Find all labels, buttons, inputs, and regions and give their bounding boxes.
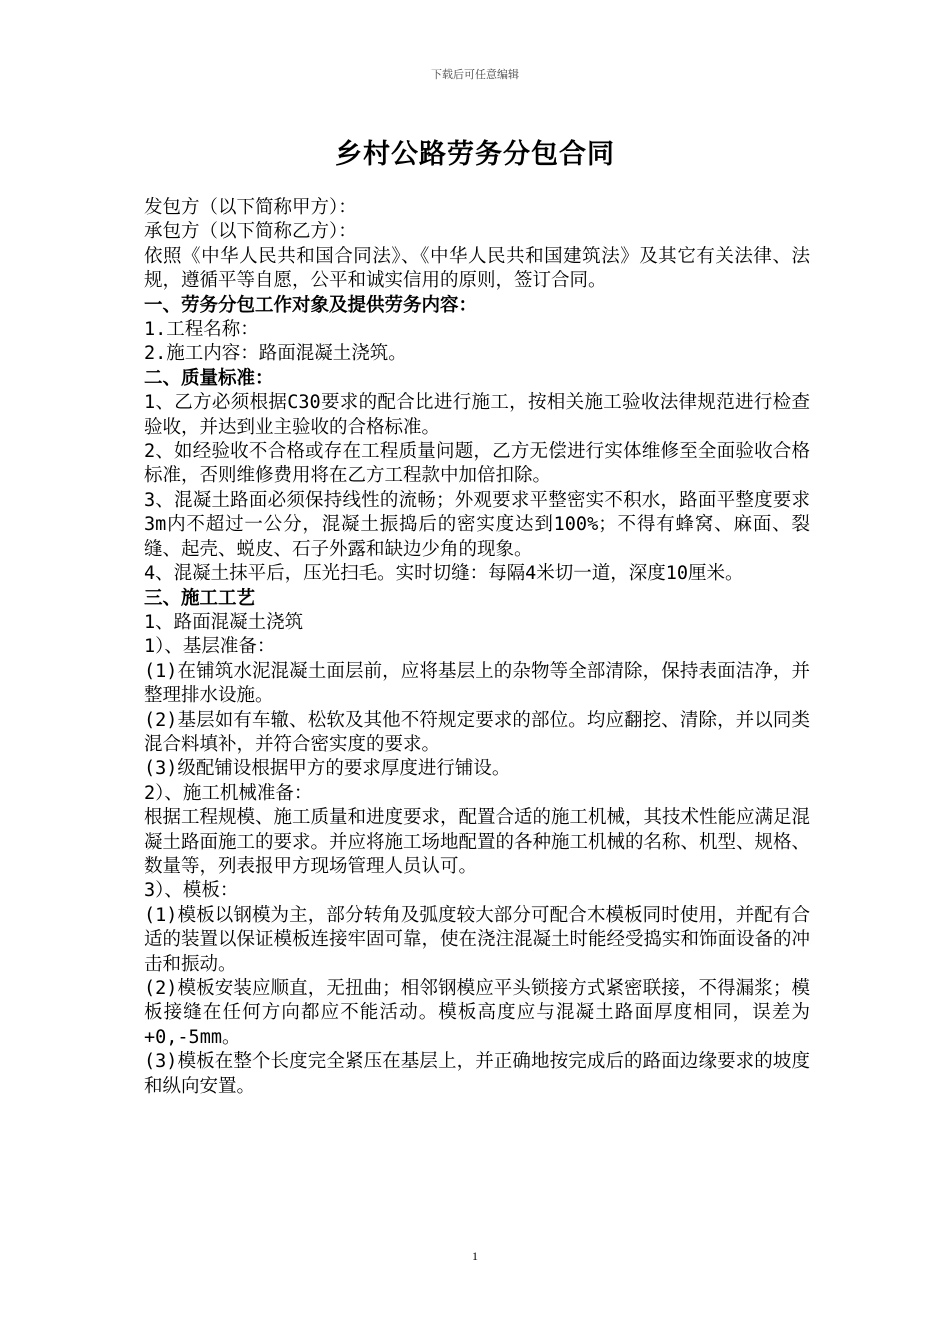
paragraph: 1）、基层准备：	[144, 636, 276, 658]
section-heading-2: 二、质量标准：	[144, 367, 274, 389]
paragraph: 3）、模板：	[144, 880, 239, 902]
section-heading-1: 一、劳务分包工作对象及提供劳务内容：	[144, 294, 478, 316]
paragraph: (1)模板以钢模为主，部分转角及弧度较大部分可配合木模板同时使用，并配有合适的装置以保证模板连接牢固可靠，使在浇注混凝土时能经受捣实和饰面设备的冲击和振动。	[144, 904, 811, 975]
paragraph: (3)级配铺设根据甲方的要求厚度进行铺设。	[144, 758, 511, 780]
paragraph: 1、路面混凝土浇筑	[144, 611, 304, 633]
paragraph: 3、混凝土路面必须保持线性的流畅；外观要求平整密实不积水，路面平整度要求3m内不超过一公分，混凝土振捣后的密实度达到100%；不得有蜂窝、麻面、裂缝、起壳、蜕皮、石子外露和缺边少角的现象。	[144, 489, 810, 560]
preamble-paragraph: 依照《中华人民共和国合同法》、《中华人民共和国建筑法》及其它有关法律、法规，遵循平等自愿，公平和诚实信用的原则，签订合同。	[144, 245, 810, 292]
header-note: 下载后可任意编辑	[431, 68, 519, 81]
paragraph: 4、混凝土抹平后，压光扫毛。实时切缝：每隔4米切一道，深度10厘米。	[144, 563, 744, 585]
paragraph: (2)模板安装应顺直，无扭曲；相邻钢模应平头锁接方式紧密联接，不得漏浆；模板接缝在任何方向都应不能活动。模板高度应与混凝土路面厚度相同，误差为+0,-5mm。	[144, 978, 810, 1048]
paragraph: (3)模板在整个长度完全紧压在基层上，并正确地按完成后的路面边缘要求的坡度和纵向安置。	[144, 1051, 810, 1097]
paragraph: (1)在铺筑水泥混凝土面层前，应将基层上的杂物等全部清除，保持表面洁净，并整理排水设施。	[144, 660, 810, 707]
party-a-line: 发包方（以下简称甲方）：	[144, 197, 357, 218]
paragraph: 根据工程规模、施工质量和进度要求，配置合适的施工机械，其技术性能应满足混凝土路面施工的要求。并应将施工场地配置的各种施工机械的名称、机型、规格、数量等，列表报甲方现场管理人员认可。	[144, 807, 811, 877]
paragraph: 2、如经验收不合格或存在工程质量问题，乙方无偿进行实体维修至全面验收合格标准，否则维修费用将在乙方工程款中加倍扣除。	[144, 441, 810, 487]
paragraph: 1、乙方必须根据C30要求的配合比进行施工，按相关施工验收法律规范进行检查验收，并达到业主验收的合格标准。	[144, 392, 810, 438]
paragraph: (2)基层如有车辙、松软及其他不符规定要求的部位。均应翻挖、清除，并以同类混合料填补，并符合密实度的要求。	[144, 709, 810, 755]
section-heading-3: 三、施工工艺	[144, 587, 256, 609]
paragraph: 1.工程名称：	[144, 319, 259, 341]
document-body	[144, 196, 810, 1099]
party-b-line: 承包方（以下简称乙方）：	[144, 221, 357, 243]
document-title: 乡村公路劳务分包合同	[335, 139, 615, 170]
page-number: 1	[472, 1249, 478, 1263]
paragraph: 2）、施工机械准备：	[144, 782, 313, 804]
paragraph: 2.施工内容：路面混凝土浇筑。	[144, 343, 407, 365]
